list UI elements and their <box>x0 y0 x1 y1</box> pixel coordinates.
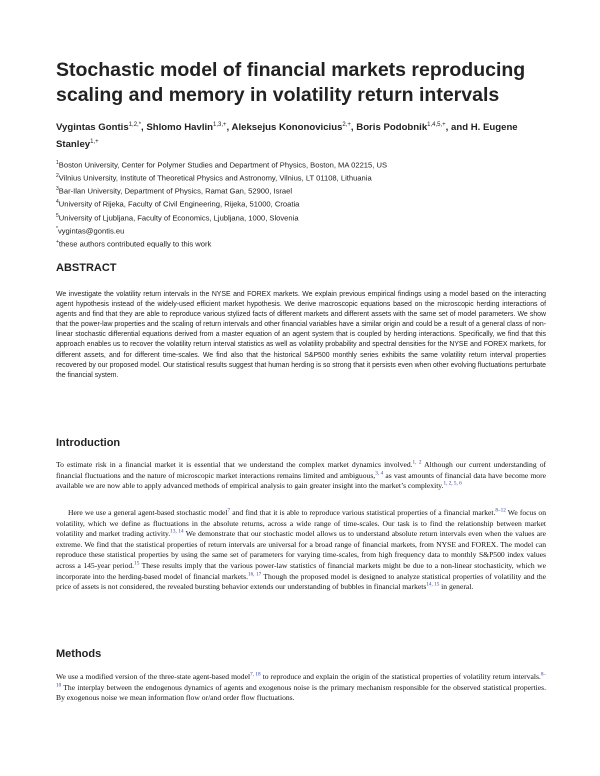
affiliation-marker: 3 <box>56 186 59 193</box>
paragraph-text: The interplay between the endogenous dynamics of agents and exogenous noise is the primary mechanism responsible for the observed statistical properties. By exogenous noise we mean information flow or/and order flow fluctuations. <box>56 682 546 703</box>
affiliation-marker: + <box>56 238 59 245</box>
affiliation-line <box>56 224 556 237</box>
paragraph-text: as vast amounts of financial data have become more available we are now able to apply advanced methods of empirical analysis to gain greater insight into the market’s complexity. <box>56 470 547 491</box>
affiliation-line <box>56 197 556 210</box>
paragraph-text: Although our current understanding of financial fluctuations and the nature of microscopic market interactions remains limited and ambiguous, <box>56 460 547 480</box>
abstract-heading: ABSTRACT <box>56 262 117 274</box>
methods-heading: Methods <box>56 648 102 660</box>
affiliation-text: University of Ljubljana, Faculty of Economics, Ljubljana, 1000, Slovenia <box>58 213 299 223</box>
author-affiliation-marker: 1,4,5,+ <box>427 122 446 128</box>
affiliation-list <box>56 158 556 250</box>
author-name: and H. Eugene Stanley <box>56 122 518 151</box>
paragraph-text: To estimate risk in a financial market it is essential that we understand the complex market dynamics involved. <box>56 460 413 469</box>
affiliation-text: Boston University, Center for Polymer Studies and Department of Physics, Boston, MA 02215, US <box>58 160 388 170</box>
affiliation-marker: 4 <box>56 199 59 206</box>
author-affiliation-marker: 2,+ <box>342 122 351 128</box>
citation-link[interactable]: 7, 18 <box>250 671 261 678</box>
citation-link[interactable]: 8–10 <box>56 671 547 689</box>
affiliation-marker: 5 <box>56 212 59 219</box>
affiliation-marker: 2 <box>56 173 59 180</box>
citation-link[interactable]: 3, 4 <box>375 470 384 477</box>
paragraph-text: Here we use a general agent-based stochastic model <box>68 508 228 517</box>
affiliation-text: these authors contributed equally to this work <box>58 239 212 249</box>
author-affiliation-marker: 1,3,+ <box>213 122 227 128</box>
paragraph-text: to reproduce and explain the origin of the statistical properties of volatility return intervals. <box>260 672 541 681</box>
affiliation-text: vygintas@gontis.eu <box>57 226 125 236</box>
affiliation-line <box>56 237 556 250</box>
author-list: Vygintas Gontis$^{1,2,*}$, Shlomo Havlin$^{1,3,+}$, Aleksejus Kononovicius$^{2,+}$, Boris Podobnik$^{1,4,5,+}$, and H. Eugene Stanley$^{1,+}$ <box>56 122 518 151</box>
introduction-paragraph-1 <box>56 460 546 492</box>
author-name: Vygintas Gontis <box>56 122 129 134</box>
paper-title: Stochastic model of financial markets reproducing scaling and memory in volatility return intervals <box>56 59 526 106</box>
affiliation-line <box>56 211 556 224</box>
citation-link[interactable]: 1, 2 <box>412 459 422 466</box>
affiliation-marker: 1 <box>56 160 59 166</box>
author-affiliation-marker: 1,+ <box>90 139 99 146</box>
affiliation-text: Bar-Ilan University, Department of Physics, Ramat Gan, 52900, Israel <box>58 186 293 196</box>
citation-link[interactable]: 13, 14 <box>170 528 184 535</box>
introduction-heading: Introduction <box>56 437 121 449</box>
paragraph-text: in general. <box>439 582 474 592</box>
author-name: Boris Podobnik <box>356 122 428 134</box>
introduction-paragraph-2 <box>56 508 546 593</box>
citation-link[interactable]: 15 <box>134 560 140 567</box>
affiliation-marker: * <box>56 225 58 232</box>
author-name: Aleksejus Kononovicius <box>231 122 343 134</box>
paragraph-text: Though the proposed model is designed to analyze statistical properties of volatility and the price of assets is not considered, the revealed bursting behavior extends our understanding of bubbles in financial markets <box>56 571 547 592</box>
citation-link[interactable]: 8–12 <box>495 507 506 514</box>
citation-link[interactable]: 7 <box>227 507 231 514</box>
paragraph-text: We demonstrate that our stochastic model allows us to understand absolute return intervals even when the values are extreme. We find that the statistical properties of return intervals are universal for a broad range of financial markets, from NYSE and FOREX. The model can reproduce these statistical properties by using the same set of parameters for varying time-scales, from high frequency data to monthly S&P500 index values across a 145-year period. <box>56 529 547 570</box>
paragraph-text: These results imply that the various power-law statistics of financial markets might be due to a non-linear stochasticity, which we incorporate into the herding-based model of financial markets. <box>56 560 547 581</box>
affiliation-line <box>56 158 556 171</box>
citation-link[interactable]: 16, 17 <box>247 571 262 578</box>
affiliation-text: University of Rijeka, Faculty of Civil Engineering, Rijeka, 51000, Croatia <box>58 199 300 209</box>
author-name: Shlomo Havlin <box>146 122 214 134</box>
paragraph-text: We focus on volatility, which we define as fluctuations in the absolute returns, across a wide range of time-scales. Our task is to find the relationship between market volatility and market trading activity. <box>56 508 546 539</box>
affiliation-text: Vilnius University, Institute of Theoretical Physics and Astronomy, Vilnius, LT 01108, Lithuania <box>58 173 372 183</box>
citation-link[interactable]: 14, 15 <box>426 581 440 588</box>
paragraph-text: and find that it is able to reproduce various statistical properties of a financial market. <box>230 508 496 517</box>
methods-paragraph-1 <box>56 672 546 704</box>
citation-link[interactable]: 1, 2, 5, 6 <box>443 480 462 487</box>
affiliation-line <box>56 184 556 197</box>
abstract-text: We investigate the volatility return intervals in the NYSE and FOREX markets. We explain previous empirical findings using a model based on the interacting agent hypothesis instead of the widely-used efficient market hypothesis. We derive macroscopic equations based on the microscopic herding interactions of agents and find that they are able to reproduce various stylized facts of different markets and different assets with the same set of model parameters. We show that the power-law properties and the scaling of return intervals and other financial variables have a similar origin and could be a result of a general class of non-linear stochastic differential equations derived from a master equation of an agent system that is coupled by herding interactions. Specifically, we find that this approach enables us to recover the volatility return interval statistics as well as volatility probability and spectral densities for the NYSE and FOREX markets, for different assets, and for different time-scales. We find also that the historical S&P500 monthly series exhibits the same volatility return interval properties recovered by our proposed model. Our statistical results suggest that human herding is so strong that it persists even when other evolving fluctuations perturbate the financial system. <box>56 291 546 379</box>
author-affiliation-marker: 1,2,* <box>128 122 142 128</box>
affiliation-line <box>56 171 556 184</box>
paragraph-text: We use a modified version of the three-state agent-based model <box>56 672 251 681</box>
